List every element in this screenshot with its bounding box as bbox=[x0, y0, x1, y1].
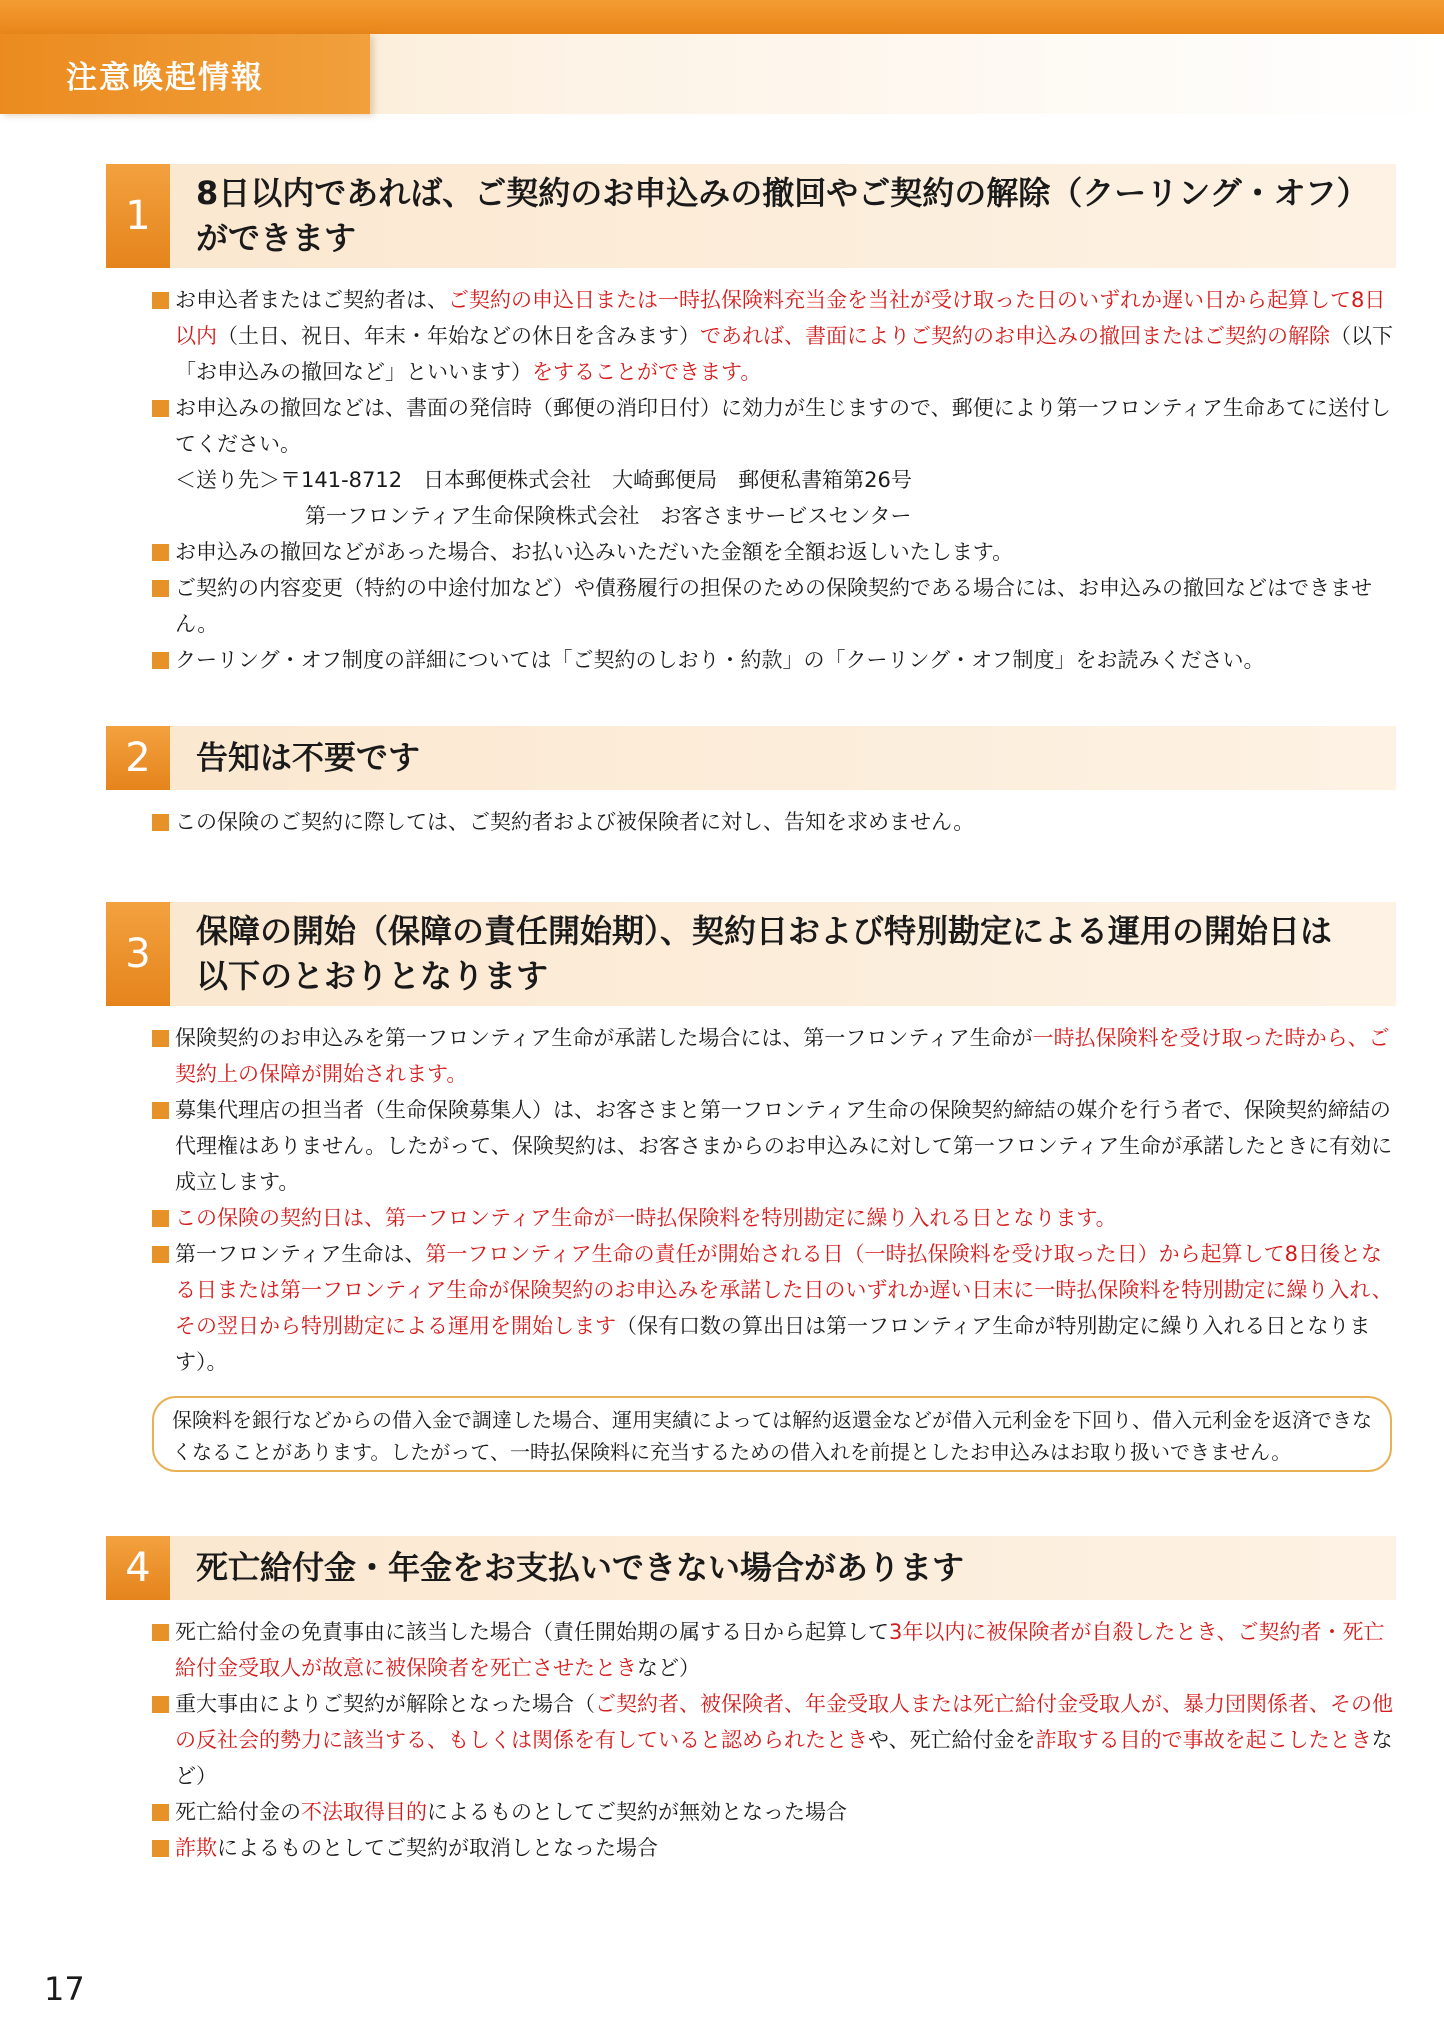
bullet-square-icon bbox=[152, 292, 169, 309]
top-accent-strip bbox=[0, 0, 1444, 34]
bullet-square-icon bbox=[152, 1804, 169, 1821]
list-item: お申込みの撤回などは、書面の発信時（郵便の消印日付）に効力が生じますので、郵便により第一フロンティア生命あてに送付してください。 ＜送り先＞〒141-8712 日本郵便株式会社 大崎郵便局 郵便私書箱第26号 第一フロンティア生命保険株式会社 お客さまサービスセンター bbox=[152, 390, 1398, 534]
section-1-heading bbox=[106, 164, 1396, 268]
section-1-title: 8日以内であれば、ご契約のお申込みの撤回やご契約の解除（クーリング・オフ） ができます bbox=[196, 174, 1369, 257]
bullet-square-icon bbox=[152, 1624, 169, 1641]
section-4-heading bbox=[106, 1536, 1396, 1600]
bullet-square-icon bbox=[152, 1102, 169, 1119]
list-item: 詐欺によるものとしてご契約が取消しとなった場合 bbox=[152, 1830, 1398, 1866]
bullet-square-icon bbox=[152, 1210, 169, 1227]
section-2-number: 2 bbox=[106, 726, 170, 790]
bullet-square-icon bbox=[152, 814, 169, 831]
section-3-heading bbox=[106, 902, 1396, 1006]
list-item: 募集代理店の担当者（生命保険募集人）は、お客さまと第一フロンティア生命の保険契約締結の媒介を行う者で、保険契約締結の代理権はありません。したがって、保険契約は、お客さまからのお申込みに対して第一フロンティア生命が承諾したときに有効に成立します。 bbox=[152, 1092, 1398, 1200]
list-item: 死亡給付金の免責事由に該当した場合（責任開始期の属する日から起算して3年以内に被保険者が自殺したとき、ご契約者・死亡給付金受取人が故意に被保険者を死亡させたときなど） bbox=[152, 1614, 1398, 1686]
list-item: 保険契約のお申込みを第一フロンティア生命が承諾した場合には、第一フロンティア生命が一時払保険料を受け取った時から、ご契約上の保障が開始されます。 bbox=[152, 1020, 1398, 1092]
list-item: お申込者またはご契約者は、ご契約の申込日または一時払保険料充当金を当社が受け取った日のいずれか遅い日から起算して8日以内（土日、祝日、年末・年始などの休日を含みます）であれば、書面によりご契約のお申込みの撤回またはご契約の解除（以下「お申込みの撤回など」といいます）をすることができます。 bbox=[152, 282, 1398, 390]
page-number: 17 bbox=[44, 1970, 85, 2008]
section-3-title: 保障の開始（保障の責任開始期）、契約日および特別勘定による運用の開始日は 以下のとおりとなります bbox=[196, 912, 1333, 995]
section-3-number: 3 bbox=[106, 902, 170, 1006]
list-item: お申込みの撤回などがあった場合、お払い込みいただいた金額を全額お返しいたします。 bbox=[152, 534, 1398, 570]
list-item: クーリング・オフ制度の詳細については「ご契約のしおり・約款」の「クーリング・オフ制度」をお読みください。 bbox=[152, 642, 1398, 678]
bullet-square-icon bbox=[152, 400, 169, 417]
list-item: この保険のご契約に際しては、ご契約者および被保険者に対し、告知を求めません。 bbox=[152, 804, 1398, 840]
bullet-square-icon bbox=[152, 1030, 169, 1047]
list-item: 死亡給付金の不法取得目的によるものとしてご契約が無効となった場合 bbox=[152, 1794, 1398, 1830]
mailing-address: ＜送り先＞〒141-8712 日本郵便株式会社 大崎郵便局 郵便私書箱第26号 bbox=[175, 468, 912, 492]
section-2-title: 告知は不要です bbox=[196, 738, 421, 777]
list-item: この保険の契約日は、第一フロンティア生命が一時払保険料を特別勘定に繰り入れる日となります。 bbox=[152, 1200, 1398, 1236]
list-item: 重大事由によりご契約が解除となった場合（ご契約者、被保険者、年金受取人または死亡給付金受取人が、暴力団関係者、その他の反社会的勢力に該当する、もしくは関係を有していると認められたときや、死亡給付金を詐取する目的で事故を起こしたときなど） bbox=[152, 1686, 1398, 1794]
section-4-title: 死亡給付金・年金をお支払いできない場合があります bbox=[196, 1548, 965, 1587]
section-1-number: 1 bbox=[106, 164, 170, 268]
bullet-square-icon bbox=[152, 1840, 169, 1857]
page-title: 注意喚起情報 bbox=[66, 60, 264, 96]
mailing-address-recipient: 第一フロンティア生命保険株式会社 お客さまサービスセンター bbox=[305, 504, 912, 528]
borrowing-notice-box: 保険料を銀行などからの借入金で調達した場合、運用実績によっては解約返還金などが借入元利金を下回り、借入元利金を返済できなくなることがあります。したがって、一時払保険料に充当するための借入れを前提としたお申込みはお取り扱いできません。 bbox=[152, 1396, 1392, 1472]
bullet-square-icon bbox=[152, 580, 169, 597]
section-2-bullets bbox=[152, 804, 1398, 840]
bullet-square-icon bbox=[152, 1246, 169, 1263]
section-4-number: 4 bbox=[106, 1536, 170, 1600]
bullet-square-icon bbox=[152, 544, 169, 561]
section-2-heading bbox=[106, 726, 1396, 790]
section-4-bullets bbox=[152, 1614, 1398, 1866]
bullet-square-icon bbox=[152, 1696, 169, 1713]
bullet-square-icon bbox=[152, 652, 169, 669]
section-1-bullets bbox=[152, 282, 1398, 678]
section-3-bullets bbox=[152, 1020, 1398, 1380]
list-item: 第一フロンティア生命は、第一フロンティア生命の責任が開始される日（一時払保険料を受け取った日）から起算して8日後となる日または第一フロンティア生命が保険契約のお申込みを承諾した日のいずれか遅い日末に一時払保険料を特別勘定に繰り入れ、その翌日から特別勘定による運用を開始します（保有口数の算出日は第一フロンティア生命が特別勘定に繰り入れる日となります）。 bbox=[152, 1236, 1398, 1380]
list-item: ご契約の内容変更（特約の中途付加など）や債務履行の担保のための保険契約である場合には、お申込みの撤回などはできません。 bbox=[152, 570, 1398, 642]
